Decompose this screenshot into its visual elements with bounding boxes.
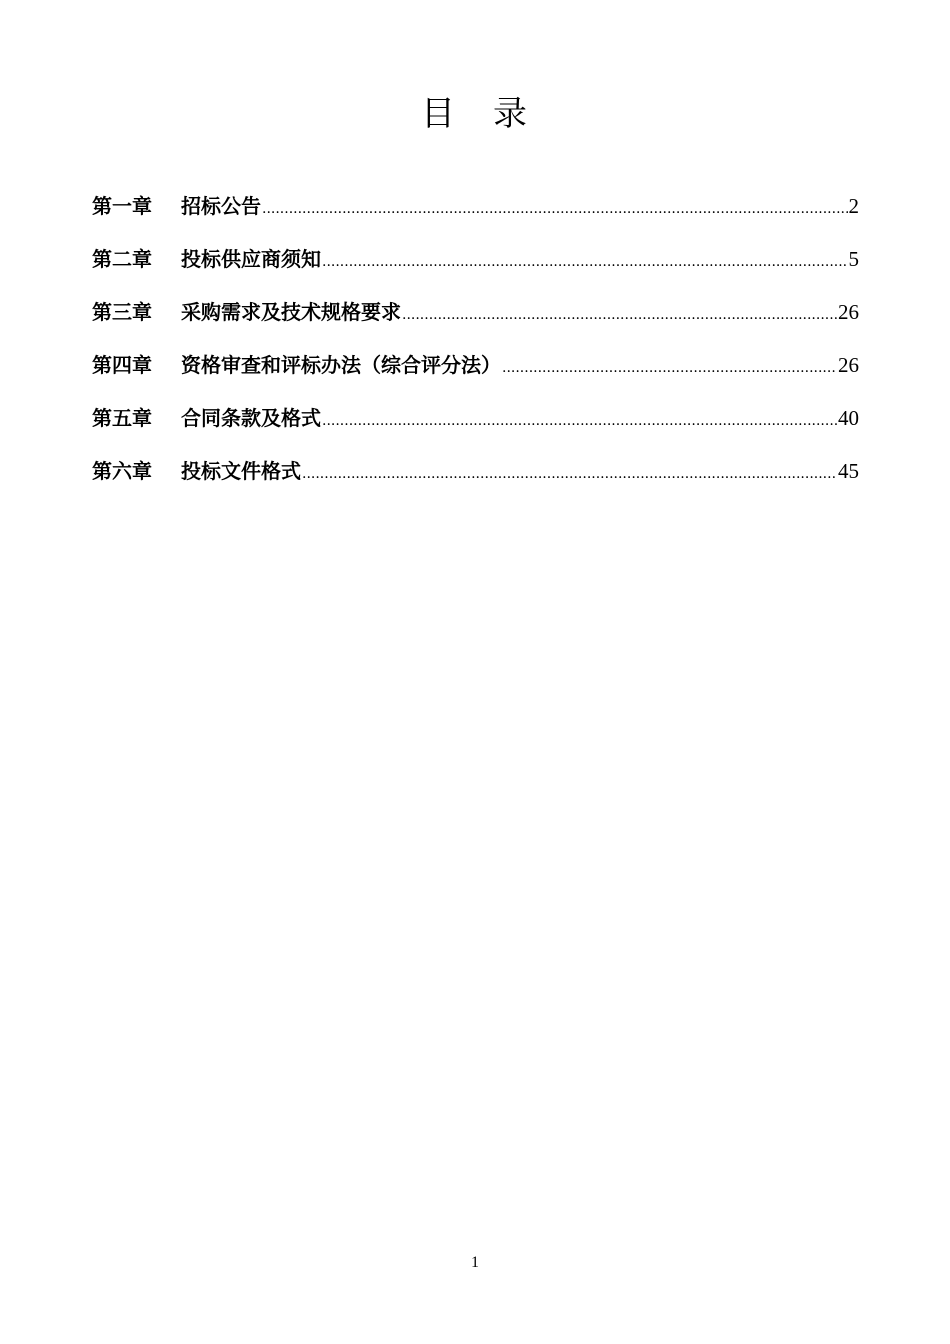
toc-chapter-label: 第五章 [92,406,152,430]
toc-dot-leader [302,455,837,490]
toc-page-number: 26 [838,300,859,324]
toc-entry-title: 投标供应商须知 [181,247,321,271]
toc-dot-leader [322,243,848,278]
toc-entry-title: 资格审查和评标办法（综合评分法） [181,353,501,377]
toc-page-number: 45 [838,459,859,483]
toc-page-number: 5 [848,247,859,271]
toc-dot-leader [402,296,837,331]
toc-dot-leader [502,349,837,384]
toc-entry-title: 合同条款及格式 [181,406,321,430]
toc-chapter-label: 第一章 [92,194,152,218]
toc-chapter-label: 第四章 [92,353,152,377]
table-of-contents [92,190,859,508]
toc-entry-5[interactable] [92,402,859,455]
toc-entry-title: 采购需求及技术规格要求 [181,300,401,324]
toc-page-number: 26 [838,353,859,377]
toc-dot-leader [262,190,848,225]
toc-entry-1[interactable] [92,190,859,243]
toc-title: 目 录 [421,94,529,134]
page-number-footer: 1 [471,1254,479,1271]
toc-entry-6[interactable] [92,455,859,508]
toc-entry-title: 投标文件格式 [181,459,301,483]
toc-entry-2[interactable] [92,243,859,296]
toc-entry-3[interactable] [92,296,859,349]
toc-chapter-label: 第三章 [92,300,152,324]
toc-page-number: 40 [838,406,859,430]
toc-chapter-label: 第二章 [92,247,152,271]
toc-entry-4[interactable] [92,349,859,402]
toc-entry-title: 招标公告 [181,194,261,218]
toc-dot-leader [322,402,837,437]
toc-page-number: 2 [848,194,859,218]
toc-chapter-label: 第六章 [92,459,152,483]
